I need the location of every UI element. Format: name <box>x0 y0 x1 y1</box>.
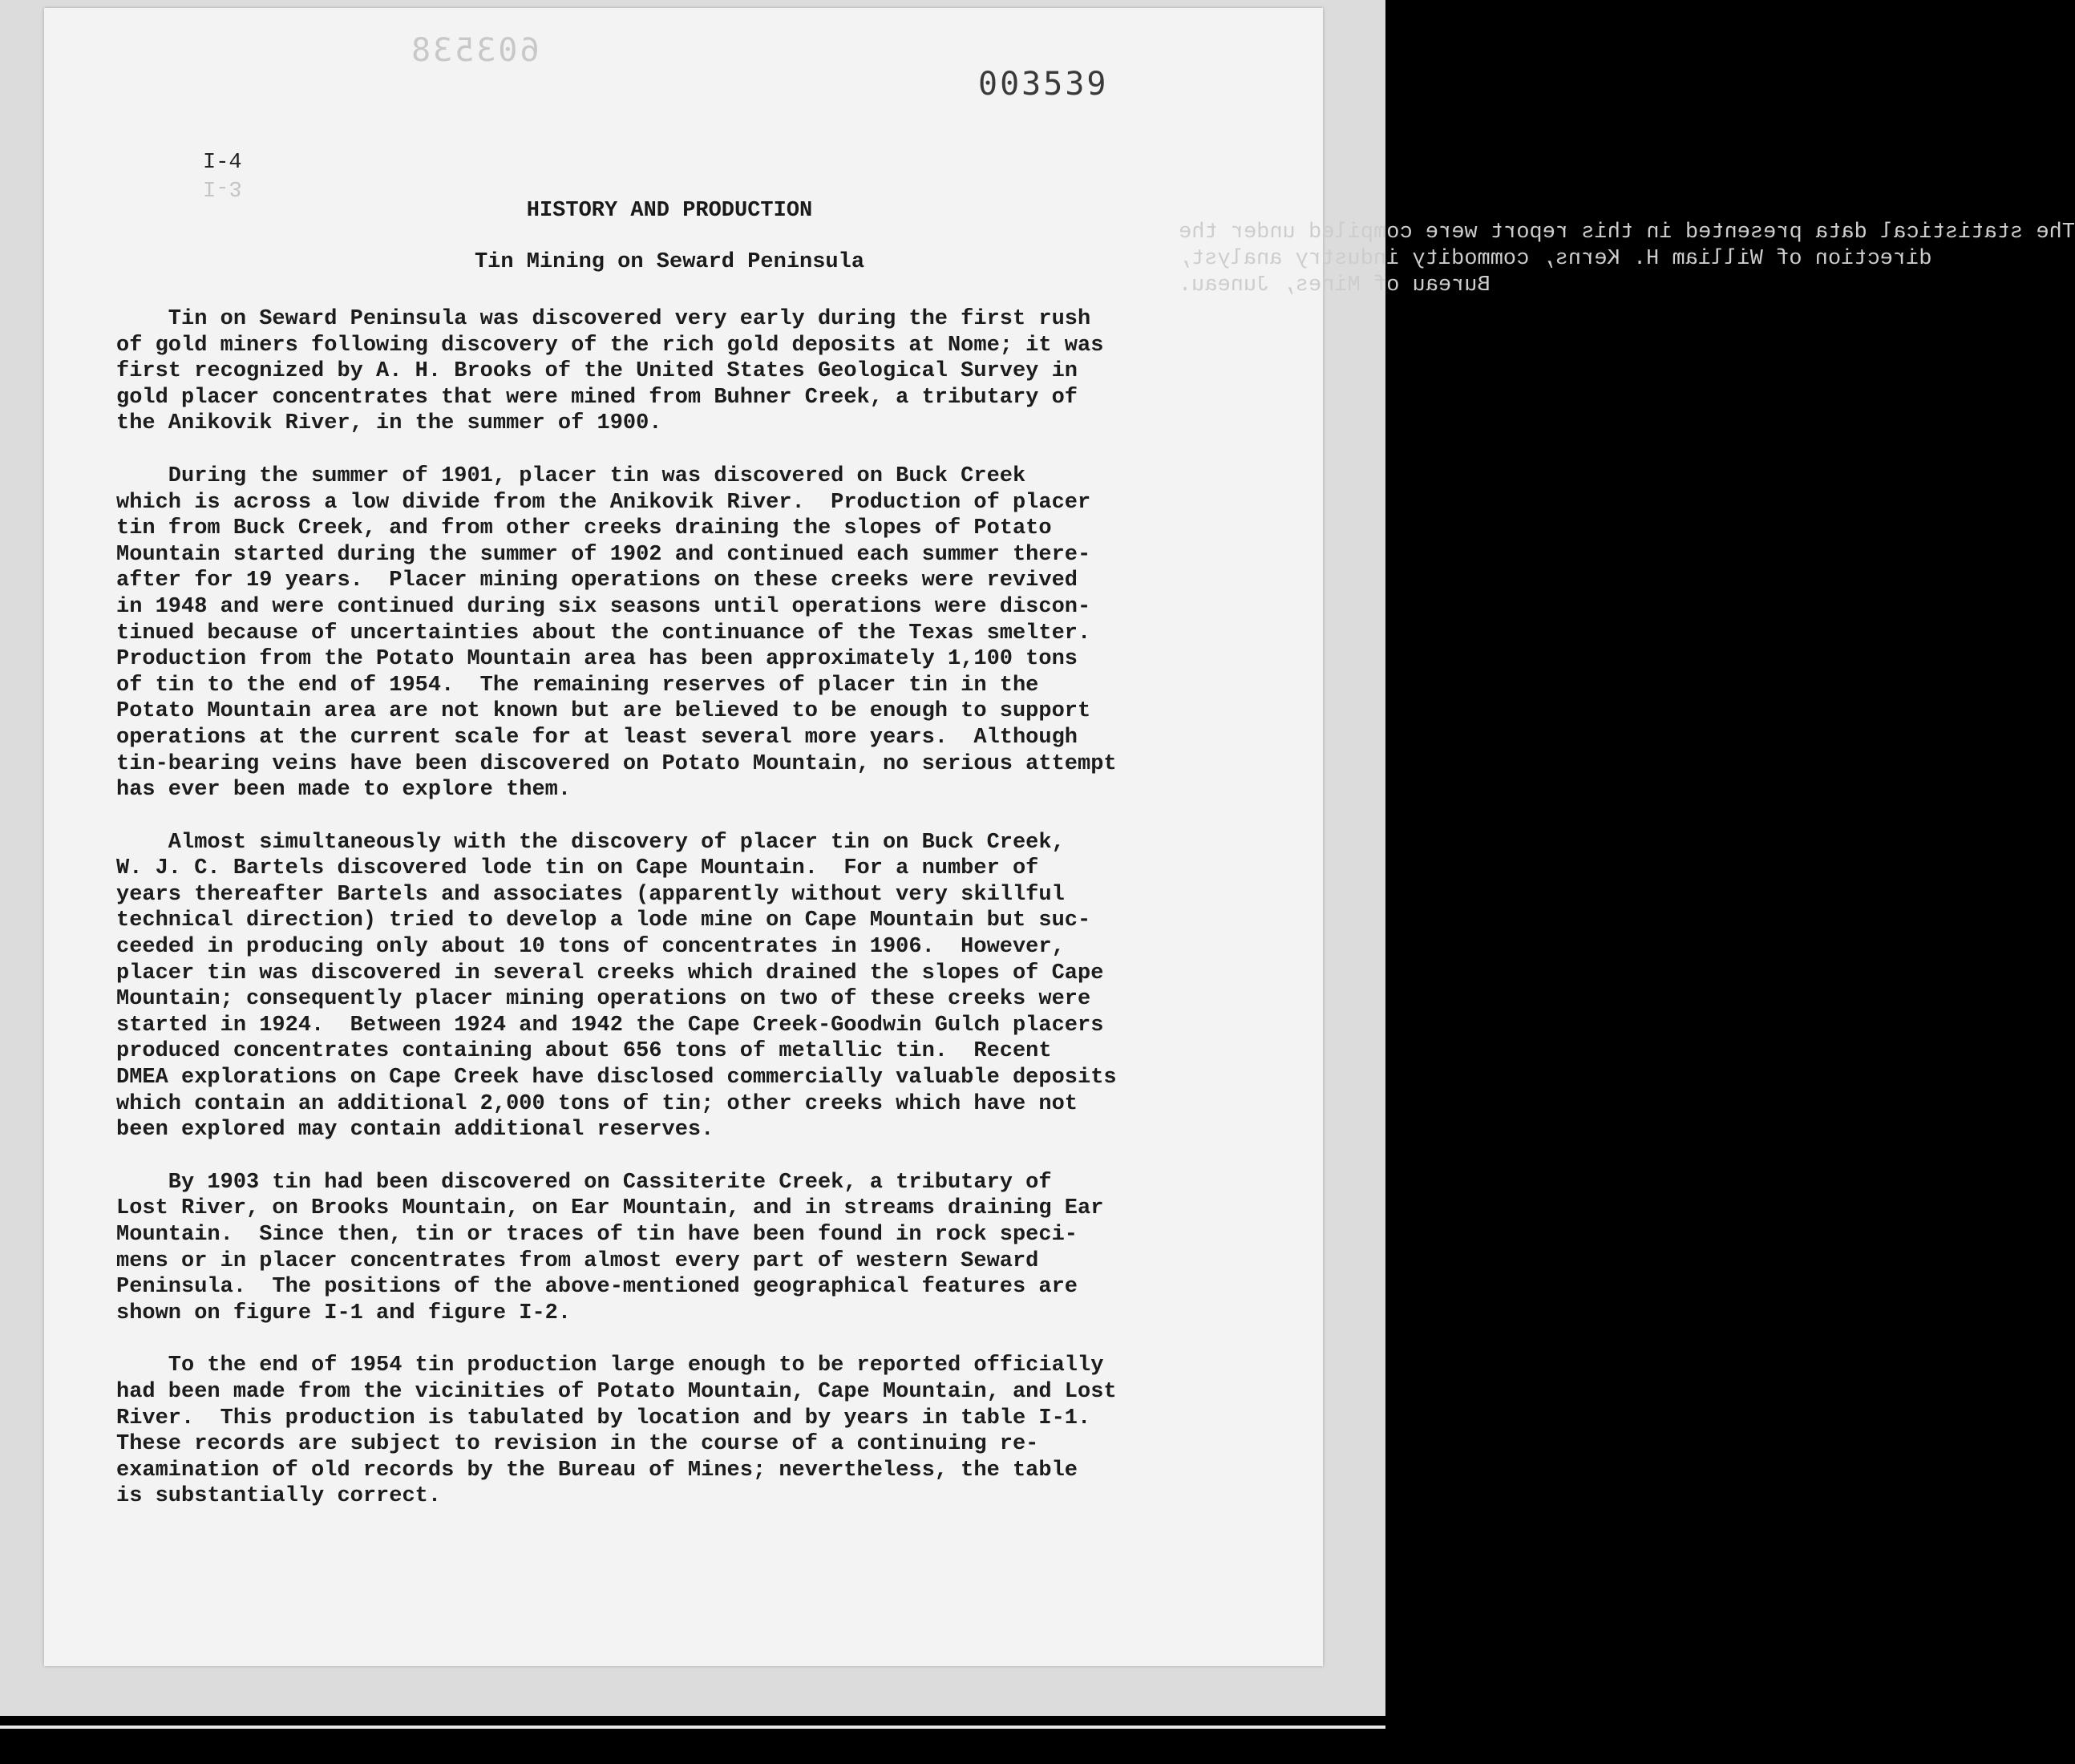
text-line: after for 19 years. Placer mining operations on these creeks were revived <box>116 568 1078 593</box>
text-line: of gold miners following discovery of the rich gold deposits at Nome; it was <box>116 333 1104 358</box>
text-line: is substantially correct. <box>116 1484 442 1509</box>
text-line: Production from the Potato Mountain area has been approximately 1,100 tons <box>116 647 1078 672</box>
text-line: technical direction) tried to develop a lode mine on Cape Mountain but suc- <box>116 908 1091 933</box>
text-line: in 1948 and were continued during six seasons until operations were discon- <box>116 594 1091 619</box>
text-line: Peninsula. The positions of the above-mentioned geographical features are <box>116 1275 1078 1300</box>
body-text <box>116 306 1255 1536</box>
text-line: operations at the current scale for at least several more years. Although <box>116 725 1078 750</box>
page-label: I-4 <box>203 151 242 175</box>
text-line: Tin on Seward Peninsula was discovered very early during the first rush <box>116 307 1091 331</box>
paragraph <box>116 1170 1255 1327</box>
text-line: years thereafter Bartels and associates (apparently without very skillful <box>116 882 1065 907</box>
text-line: tinued because of uncertainties about the continuance of the Texas smelter. <box>116 621 1091 645</box>
paragraph <box>116 830 1255 1143</box>
ghost-stamp-number: 603538 <box>409 32 540 69</box>
page-label-ghost: I-3 <box>203 175 242 199</box>
text-line: DMEA explorations on Cape Creek have disclosed commercially valuable deposits <box>116 1066 1117 1090</box>
text-line: ceeded in producing only about 10 tons of concentrates in 1906. However, <box>116 935 1065 960</box>
bleed-through-line: Bureau of Mines, Juneau. <box>1179 273 1491 297</box>
text-line: tin from Buck Creek, and from other creeks draining the slopes of Potato <box>116 516 1052 541</box>
text-line: These records are subject to revision in the course of a continuing re- <box>116 1432 1039 1457</box>
text-line: tin-bearing veins have been discovered on Potato Mountain, no serious attempt <box>116 751 1117 776</box>
text-line: the Anikovik River, in the summer of 1900. <box>116 411 662 436</box>
text-line: examination of old records by the Bureau of Mines; nevertheless, the table <box>116 1458 1078 1483</box>
text-line: started in 1924. Between 1924 and 1942 the Cape Creek-Goodwin Gulch placers <box>116 1013 1104 1038</box>
document-page <box>44 8 2075 1666</box>
bleed-through-line: The statistical data presented in this report were compiled under the <box>1179 220 2075 245</box>
text-line: Mountain; consequently placer mining operations on two of these creeks were <box>116 987 1091 1012</box>
paragraph <box>116 306 1255 437</box>
text-line: River. This production is tabulated by location and by years in table I-1. <box>116 1406 1091 1430</box>
text-line: been explored may contain additional reserves. <box>116 1118 714 1143</box>
section-subtitle: Tin Mining on Seward Peninsula <box>474 250 865 274</box>
scanner-bottom-strip <box>0 1716 1385 1764</box>
bleed-through-line: direction of William H. Kerns, commodity industry analyst, <box>1179 247 1932 271</box>
text-line: which is across a low divide from the Anikovik River. Production of placer <box>116 490 1091 515</box>
text-line: W. J. C. Bartels discovered lode tin on Cape Mountain. For a number of <box>116 856 1039 881</box>
text-line: mens or in placer concentrates from almost every part of western Seward <box>116 1248 1039 1273</box>
text-line: first recognized by A. H. Brooks of the United States Geological Survey in <box>116 359 1078 384</box>
paragraph <box>116 1353 1255 1510</box>
page-title: HISTORY AND PRODUCTION <box>526 199 813 223</box>
text-line: Mountain started during the summer of 1902 and continued each summer there- <box>116 542 1091 567</box>
text-line: placer tin was discovered in several creeks which drained the slopes of Cape <box>116 961 1104 985</box>
text-line: To the end of 1954 tin production large enough to be reported officially <box>116 1353 1104 1378</box>
paragraph <box>116 463 1255 803</box>
text-line: Almost simultaneously with the discovery of placer tin on Buck Creek, <box>116 830 1065 855</box>
text-line: had been made from the vicinities of Potato Mountain, Cape Mountain, and Lost <box>116 1379 1117 1404</box>
text-line: of tin to the end of 1954. The remaining reserves of placer tin in the <box>116 673 1039 698</box>
text-line: Potato Mountain area are not known but are believed to be enough to support <box>116 699 1091 724</box>
text-line: Lost River, on Brooks Mountain, on Ear Mountain, and in streams draining Ear <box>116 1196 1104 1221</box>
text-line: which contain an additional 2,000 tons of tin; other creeks which have not <box>116 1091 1078 1116</box>
scanner-edge-line <box>0 1726 1385 1729</box>
document-number-stamp: 003539 <box>978 66 1109 103</box>
text-line: produced concentrates containing about 656 tons of metallic tin. Recent <box>116 1039 1052 1064</box>
text-line: has ever been made to explore them. <box>116 778 572 803</box>
text-line: shown on figure I-1 and figure I-2. <box>116 1301 572 1325</box>
text-line: By 1903 tin had been discovered on Cassiterite Creek, a tributary of <box>116 1170 1052 1195</box>
text-line: gold placer concentrates that were mined from Buhner Creek, a tributary of <box>116 385 1078 410</box>
text-line: During the summer of 1901, placer tin was discovered on Buck Creek <box>116 463 1026 488</box>
text-line: Mountain. Since then, tin or traces of tin have been found in rock speci- <box>116 1223 1078 1247</box>
